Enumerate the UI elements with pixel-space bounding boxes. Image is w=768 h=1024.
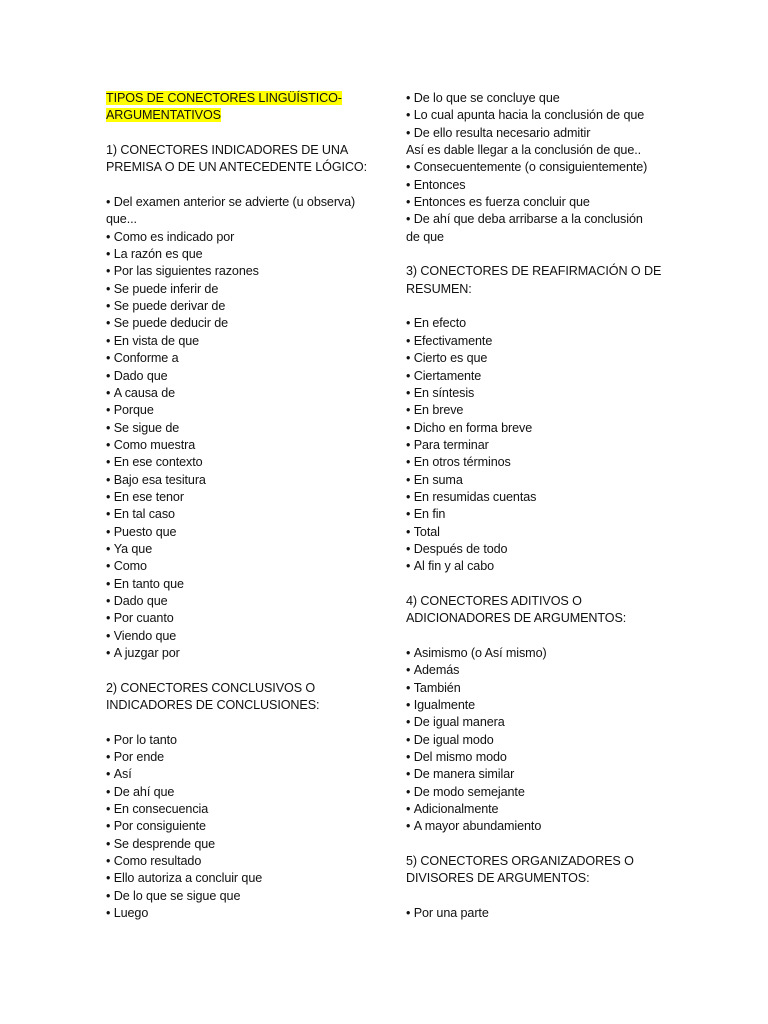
list-item: • Como bbox=[106, 558, 376, 575]
list-item: • Se puede inferir de bbox=[106, 281, 376, 298]
section2-continuation: de que bbox=[406, 229, 444, 244]
document-title-cont bbox=[106, 107, 376, 124]
list-item: • Como muestra bbox=[106, 437, 376, 454]
section1-heading-2: PREMISA O DE UN ANTECEDENTE LÓGICO: bbox=[106, 160, 368, 175]
list-item: • De igual manera bbox=[406, 714, 662, 731]
list-item: • Entonces es fuerza concluir que bbox=[406, 194, 662, 211]
list-item: • Como resultado bbox=[106, 853, 376, 870]
document-title bbox=[106, 90, 376, 107]
section4-heading-1: 4) CONECTORES ADITIVOS O bbox=[406, 593, 582, 608]
list-item: • Efectivamente bbox=[406, 333, 662, 350]
list-item: • Conforme a bbox=[106, 350, 376, 367]
list-item: • De manera similar bbox=[406, 766, 662, 783]
list-item: • Asimismo (o Así mismo) bbox=[406, 645, 662, 662]
section2-cont-list-a bbox=[406, 90, 662, 142]
list-item: • En breve bbox=[406, 402, 662, 419]
list-item: • En tanto que bbox=[106, 576, 376, 593]
list-item: • En fin bbox=[406, 506, 662, 523]
section2-cont-list-b bbox=[406, 159, 662, 228]
list-item: • En suma bbox=[406, 472, 662, 489]
list-item: • De lo que se sigue que bbox=[106, 888, 376, 905]
list-item: • Por las siguientes razones bbox=[106, 263, 376, 280]
spacer bbox=[406, 298, 662, 315]
section2-plain-line: Así es dable llegar a la conclusión de que.. bbox=[406, 143, 642, 158]
list-item: • En síntesis bbox=[406, 385, 662, 402]
list-item: • En tal caso bbox=[106, 506, 376, 523]
list-item: • Cierto es que bbox=[406, 350, 662, 367]
spacer bbox=[406, 836, 662, 853]
list-item: • De lo que se concluye que bbox=[406, 90, 662, 107]
section3-list bbox=[406, 315, 662, 575]
list-item: • En otros términos bbox=[406, 454, 662, 471]
section5-list bbox=[406, 905, 662, 922]
list-item: • Ya que bbox=[106, 541, 376, 558]
list-item: • Se puede derivar de bbox=[106, 298, 376, 315]
list-item: • Como es indicado por bbox=[106, 229, 376, 246]
list-item: • Del mismo modo bbox=[406, 749, 662, 766]
list-item: • La razón es que bbox=[106, 246, 376, 263]
list-item: • En vista de que bbox=[106, 333, 376, 350]
section4-list bbox=[406, 645, 662, 836]
list-item: • De igual modo bbox=[406, 732, 662, 749]
list-item: • Ciertamente bbox=[406, 368, 662, 385]
list-item: • Porque bbox=[106, 402, 376, 419]
spacer bbox=[406, 628, 662, 645]
list-item: • Dado que bbox=[106, 368, 376, 385]
list-item: • A juzgar por bbox=[106, 645, 376, 662]
list-item: • En ese tenor bbox=[106, 489, 376, 506]
section2-heading-1: 2) CONECTORES CONCLUSIVOS O bbox=[106, 680, 316, 695]
list-item: • Dicho en forma breve bbox=[406, 420, 662, 437]
list-item: • Se sigue de bbox=[106, 420, 376, 437]
section2-heading-2: INDICADORES DE CONCLUSIONES: bbox=[106, 698, 320, 713]
list-item: • Para terminar bbox=[406, 437, 662, 454]
list-item: • Además bbox=[406, 662, 662, 679]
spacer bbox=[406, 246, 662, 263]
list-item: • De ahí que bbox=[106, 784, 376, 801]
list-item: • Después de todo bbox=[406, 541, 662, 558]
section5-heading-2: DIVISORES DE ARGUMENTOS: bbox=[406, 871, 590, 886]
title-line-2: ARGUMENTATIVOS bbox=[106, 108, 221, 123]
list-item: • Se desprende que bbox=[106, 836, 376, 853]
list-item: • Al fin y al cabo bbox=[406, 558, 662, 575]
list-item: • Por cuanto bbox=[106, 610, 376, 627]
list-item: • En ese contexto bbox=[106, 454, 376, 471]
left-column bbox=[106, 90, 376, 923]
list-item: • Total bbox=[406, 524, 662, 541]
list-item: • Viendo que bbox=[106, 628, 376, 645]
list-item: • Por una parte bbox=[406, 905, 662, 922]
title-line-1: TIPOS DE CONECTORES LINGÜÍSTICO- bbox=[106, 91, 342, 105]
list-item: • Por ende bbox=[106, 749, 376, 766]
list-item: • Consecuentemente (o consiguientemente) bbox=[406, 159, 662, 176]
list-item: • También bbox=[406, 680, 662, 697]
section5-heading-1: 5) CONECTORES ORGANIZADORES O bbox=[406, 854, 634, 869]
list-item: • Ello autoriza a concluir que bbox=[106, 870, 376, 887]
section4-heading-2: ADICIONADORES DE ARGUMENTOS: bbox=[406, 611, 627, 626]
spacer bbox=[406, 888, 662, 905]
list-item: • De ello resulta necesario admitir bbox=[406, 125, 662, 142]
list-item: • Entonces bbox=[406, 177, 662, 194]
list-item: • Bajo esa tesitura bbox=[106, 472, 376, 489]
list-item: • De ahí que deba arribarse a la conclusión bbox=[406, 211, 662, 228]
section1-heading-1: 1) CONECTORES INDICADORES DE UNA bbox=[106, 143, 349, 158]
list-item: • En efecto bbox=[406, 315, 662, 332]
spacer bbox=[106, 714, 376, 731]
spacer bbox=[106, 662, 376, 679]
list-item: • Del examen anterior se advierte (u observa) bbox=[106, 194, 376, 211]
list-item: • En resumidas cuentas bbox=[406, 489, 662, 506]
list-item: • Luego bbox=[106, 905, 376, 922]
section2-list bbox=[106, 732, 376, 923]
list-item: • De modo semejante bbox=[406, 784, 662, 801]
list-item: • Así bbox=[106, 766, 376, 783]
list-item: • Por consiguiente bbox=[106, 818, 376, 835]
spacer bbox=[106, 177, 376, 194]
section3-heading-2: RESUMEN: bbox=[406, 281, 472, 296]
section3-heading-1: 3) CONECTORES DE REAFIRMACIÓN O DE bbox=[406, 264, 662, 279]
list-item: • Por lo tanto bbox=[106, 732, 376, 749]
section1-list bbox=[106, 194, 376, 662]
list-item: • Adicionalmente bbox=[406, 801, 662, 818]
list-item-continuation: que... bbox=[106, 212, 137, 227]
spacer bbox=[406, 576, 662, 593]
list-item: • Lo cual apunta hacia la conclusión de que bbox=[406, 107, 662, 124]
list-item: • Igualmente bbox=[406, 697, 662, 714]
spacer bbox=[106, 125, 376, 142]
list-item: • En consecuencia bbox=[106, 801, 376, 818]
list-item: • A causa de bbox=[106, 385, 376, 402]
right-column bbox=[406, 90, 662, 923]
list-item: • Puesto que bbox=[106, 524, 376, 541]
list-item: • A mayor abundamiento bbox=[406, 818, 662, 835]
list-item: • Dado que bbox=[106, 593, 376, 610]
list-item: • Se puede deducir de bbox=[106, 315, 376, 332]
